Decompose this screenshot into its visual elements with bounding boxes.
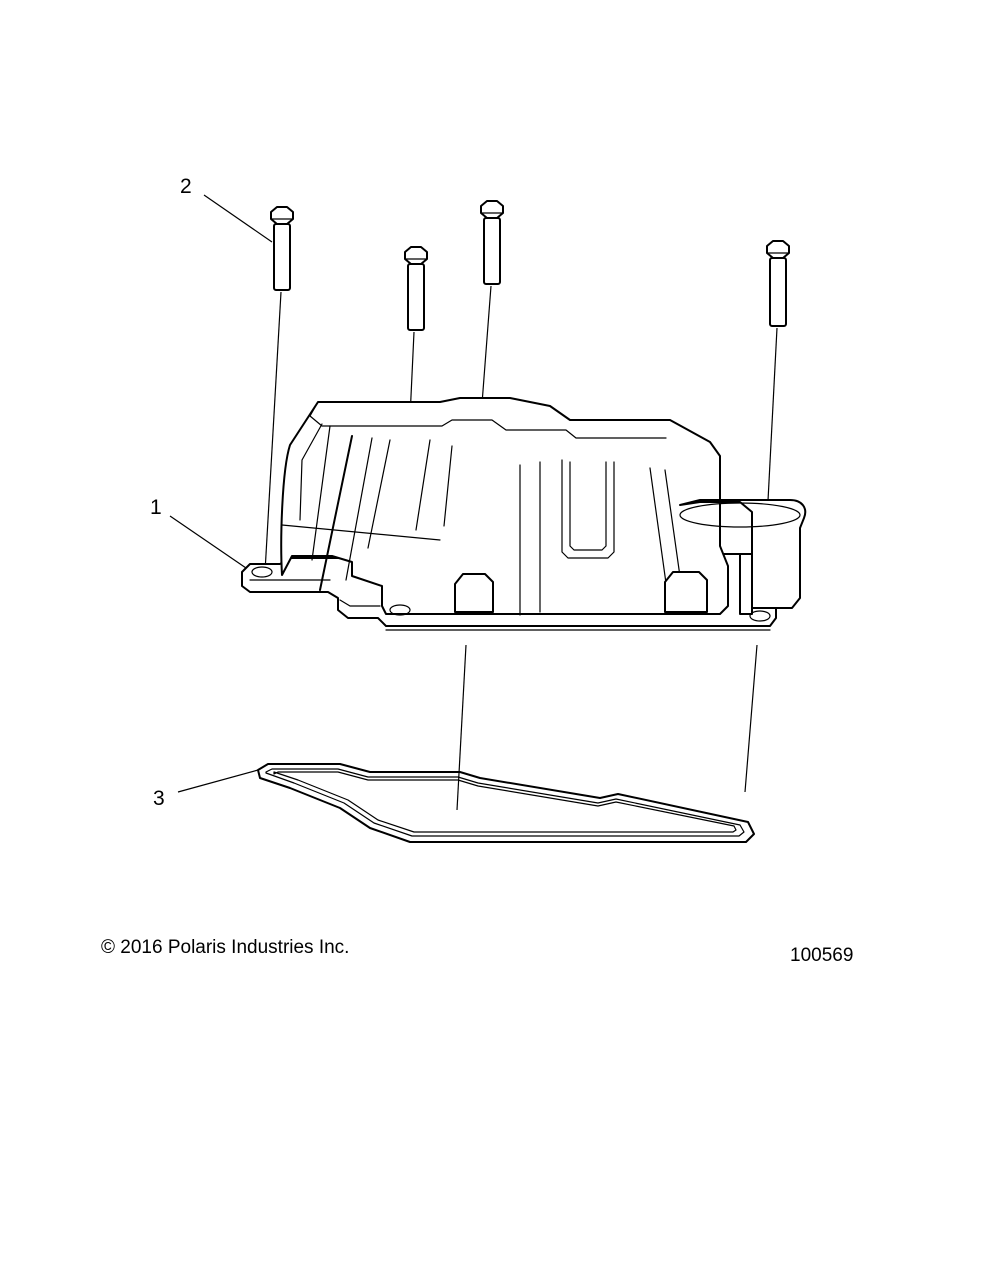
valve-cover — [242, 398, 805, 630]
callout-2-label: 2 — [180, 175, 192, 198]
callout-2-leader — [204, 195, 272, 242]
figure-number: 100569 — [790, 945, 854, 966]
callout-1-leader — [170, 516, 246, 568]
copyright-notice: © 2016 Polaris Industries Inc. — [101, 937, 350, 958]
callout-3-label: 3 — [153, 787, 165, 810]
valve-cover-gasket — [258, 764, 754, 842]
bolt-3 — [480, 201, 503, 430]
callout-1-label: 1 — [150, 496, 162, 519]
callout-3-leader — [178, 770, 258, 792]
